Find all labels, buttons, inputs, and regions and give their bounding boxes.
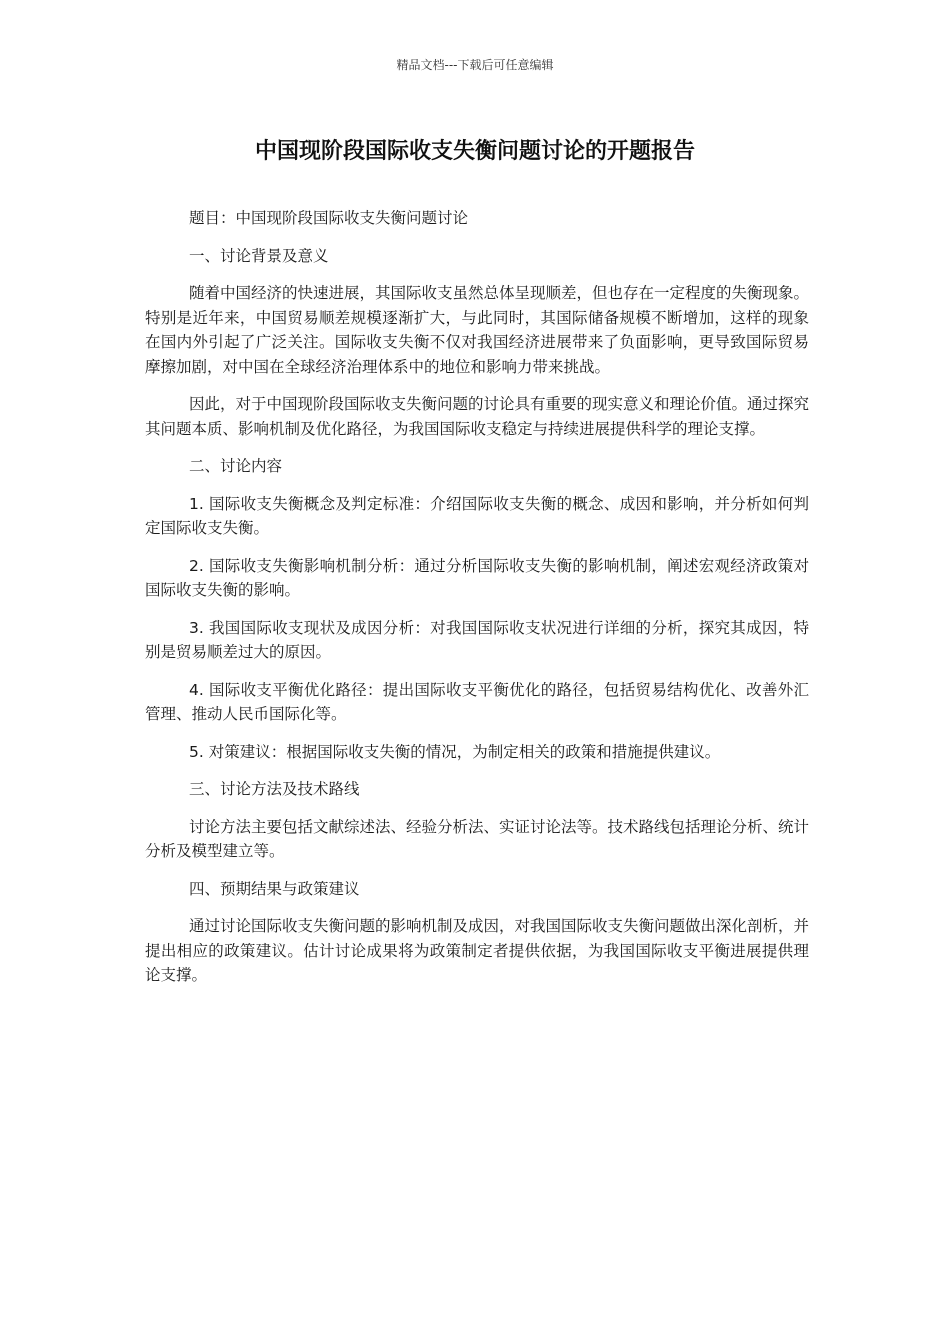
section-heading-expected-results: 四、预期结果与政策建议 [189,879,360,898]
paragraph-significance: 因此，对于中国现阶段国际收支失衡问题的讨论具有重要的现实意义和理论价值。通过探究其问题本质、影响机制及优化路径，为我国国际收支稳定与持续进展提供科学的理论支撑。 [145,395,810,438]
paragraph-expected-results: 通过讨论国际收支失衡问题的影响机制及成因，对我国国际收支失衡问题做出深化剖析，并提出相应的政策建议。估计讨论成果将为政策制定者提供依据，为我国国际收支平衡进展提供理论支撑。 [145,917,810,984]
header-note: 精品文档---下载后可任意编辑 [396,58,554,72]
content-item-4: 4. 国际收支平衡优化路径：提出国际收支平衡优化的路径，包括贸易结构优化、改善外汇管理、推动人民币国际化等。 [145,680,809,723]
paragraph-background: 随着中国经济的快速进展，其国际收支虽然总体呈现顺差，但也存在一定程度的失衡现象。特别是近年来，中国贸易顺差规模逐渐扩大，与此同时，其国际储备规模不断增加，这样的现象在国内外引起了广泛关注。国际收支失衡不仅对我国经济进展带来了负面影响，更导致国际贸易摩擦加剧，对中国在全球经济治理体系中的地位和影响力带来挑战。 [145,284,810,376]
section-heading-background: 一、讨论背景及意义 [189,246,329,265]
document-body [145,206,809,1001]
content-item-2: 2. 国际收支失衡影响机制分析：通过分析国际收支失衡的影响机制，阐述宏观经济政策对国际收支失衡的影响。 [145,556,809,599]
topic-line: 题目：中国现阶段国际收支失衡问题讨论 [189,209,469,227]
content-item-3: 3. 我国国际收支现状及成因分析：对我国国际收支状况进行详细的分析，探究其成因，特别是贸易顺差过大的原因。 [145,618,809,661]
section-heading-methods: 三、讨论方法及技术路线 [189,780,360,798]
content-item-1: 1. 国际收支失衡概念及判定标准：介绍国际收支失衡的概念、成因和影响，并分析如何判定国际收支失衡。 [145,494,809,537]
document-title: 中国现阶段国际收支失衡问题讨论的开题报告 [254,139,695,164]
paragraph-methods: 讨论方法主要包括文献综述法、经验分析法、实证讨论法等。技术路线包括理论分析、统计分析及模型建立等。 [145,817,810,860]
section-heading-content: 二、讨论内容 [189,457,283,475]
content-item-5: 5. 对策建议：根据国际收支失衡的情况，为制定相关的政策和措施提供建议。 [189,742,721,761]
